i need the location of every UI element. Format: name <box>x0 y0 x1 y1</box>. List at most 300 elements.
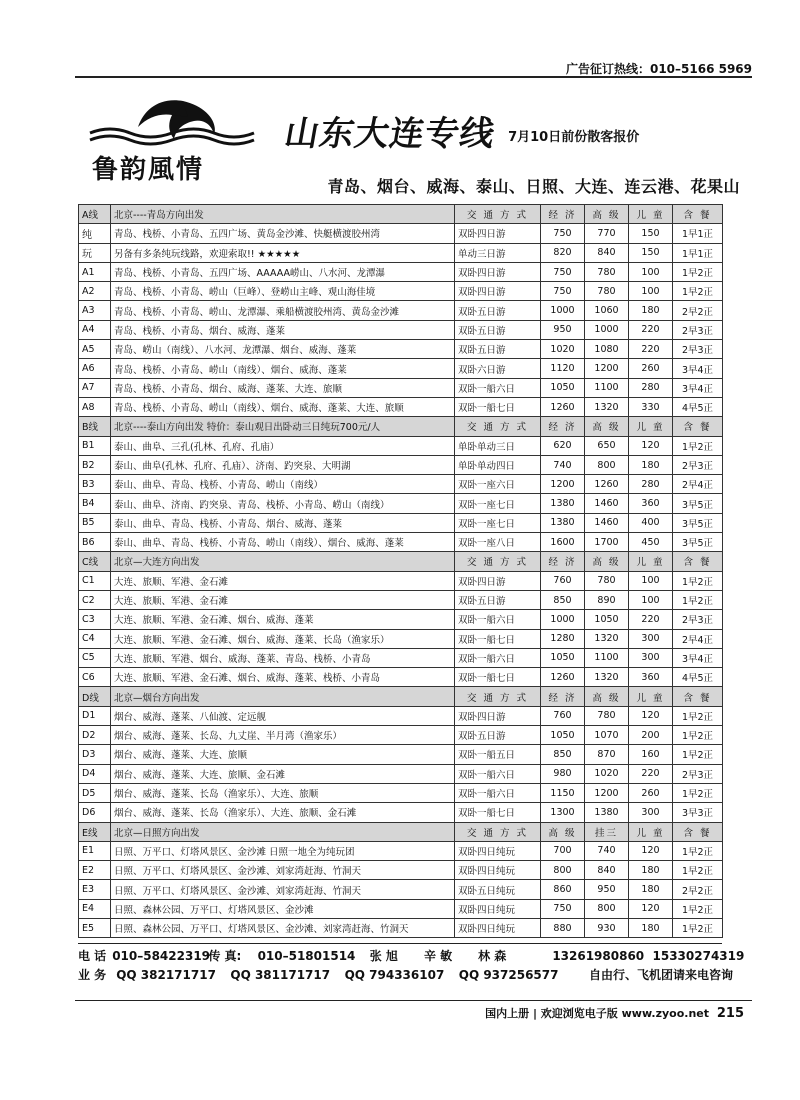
price-child: 120 <box>629 899 673 918</box>
section-header-row <box>79 205 723 224</box>
route-code: C2 <box>79 590 111 609</box>
price-economy: 800 <box>541 861 585 880</box>
route-stops: 北京—大连方向出发 <box>111 552 455 571</box>
price-child: 260 <box>629 783 673 802</box>
transport-type: 双卧一船七日 <box>455 397 541 416</box>
route-stops: 青岛、栈桥、小青岛、崂山、龙潭瀑、乘船横渡胶州湾、黄岛金沙滩 <box>111 301 455 320</box>
transport-type: 双卧五日纯玩 <box>455 880 541 899</box>
route-stops: 烟台、威海、蓬莱、长岛、九丈崖、半月湾（渔家乐） <box>111 726 455 745</box>
meals: 2早4正 <box>673 629 723 648</box>
price-child: 180 <box>629 301 673 320</box>
meals: 含 餐 <box>673 205 723 224</box>
price-child: 150 <box>629 224 673 243</box>
price-child: 120 <box>629 436 673 455</box>
price-child: 220 <box>629 320 673 339</box>
meals: 1早2正 <box>673 745 723 764</box>
route-code: A8 <box>79 397 111 416</box>
price-economy: 750 <box>541 262 585 281</box>
price-premium: 1100 <box>585 378 629 397</box>
price-child: 260 <box>629 359 673 378</box>
price-premium: 高 级 <box>585 205 629 224</box>
route-stops: 青岛、栈桥、小青岛、五四广场、AAAAA崂山、八水河、龙潭瀑 <box>111 262 455 281</box>
route-stops: 北京—日照方向出发 <box>111 822 455 841</box>
transport-type: 双卧一座七日 <box>455 494 541 513</box>
price-premium: 1050 <box>585 610 629 629</box>
table-row <box>79 648 723 667</box>
transport-type: 双卧一船六日 <box>455 783 541 802</box>
meals: 1早2正 <box>673 899 723 918</box>
phone-label: 电 话 <box>78 949 107 963</box>
meals: 1早2正 <box>673 436 723 455</box>
route-stops: 泰山、曲阜(孔林、孔府、孔庙）、济南、趵突泉、大明湖 <box>111 455 455 474</box>
transport-type: 双卧四日纯玩 <box>455 899 541 918</box>
table-row <box>79 668 723 687</box>
fax-label: 传 真: <box>208 949 242 963</box>
price-child: 220 <box>629 340 673 359</box>
transport-type: 单卧单动四日 <box>455 455 541 474</box>
table-row <box>79 764 723 783</box>
title-block <box>281 112 740 156</box>
route-stops: 北京—烟台方向出发 <box>111 687 455 706</box>
table-row <box>79 533 723 552</box>
meals: 3早3正 <box>673 803 723 822</box>
price-child: 300 <box>629 648 673 667</box>
table-row <box>79 918 723 937</box>
price-child: 儿 童 <box>629 687 673 706</box>
table-row <box>79 706 723 725</box>
contact-line-1 <box>78 947 745 964</box>
contact-person: 林 森 <box>478 949 507 963</box>
price-premium: 870 <box>585 745 629 764</box>
phone-number: 010–58422319 <box>112 949 211 963</box>
mobile-number: 13261980860 <box>552 949 645 963</box>
transport-type: 双卧一座八日 <box>455 533 541 552</box>
qq-number: QQ 937256577 <box>458 968 559 982</box>
price-premium: 840 <box>585 243 629 262</box>
route-stops: 青岛、栈桥、小青岛、烟台、威海、蓬莱 <box>111 320 455 339</box>
transport-type: 双卧五日游 <box>455 301 541 320</box>
transport-type: 双卧一船六日 <box>455 610 541 629</box>
price-child: 180 <box>629 455 673 474</box>
price-economy: 1260 <box>541 397 585 416</box>
meals: 1早2正 <box>673 841 723 860</box>
route-stops: 大连、旅顺、军港、金石滩、烟台、威海、蓬莱、栈桥、小青岛 <box>111 668 455 687</box>
price-economy: 经 济 <box>541 205 585 224</box>
top-rule <box>75 76 752 78</box>
meals: 1早2正 <box>673 262 723 281</box>
route-code: B3 <box>79 475 111 494</box>
price-premium: 高 级 <box>585 687 629 706</box>
table-row <box>79 629 723 648</box>
route-code: A4 <box>79 320 111 339</box>
table-row <box>79 841 723 860</box>
route-code: A6 <box>79 359 111 378</box>
route-stops: 青岛、崂山（南线）、八水河、龙潭瀑、烟台、威海、蓬莱 <box>111 340 455 359</box>
price-premium: 1260 <box>585 475 629 494</box>
transport-type: 交 通 方 式 <box>455 822 541 841</box>
meals: 1早2正 <box>673 706 723 725</box>
transport-type: 双卧四日纯玩 <box>455 861 541 880</box>
price-premium: 930 <box>585 918 629 937</box>
transport-type: 交 通 方 式 <box>455 552 541 571</box>
price-child: 120 <box>629 841 673 860</box>
transport-type: 双卧一船六日 <box>455 648 541 667</box>
price-child: 100 <box>629 590 673 609</box>
price-premium: 840 <box>585 861 629 880</box>
price-premium: 780 <box>585 282 629 301</box>
price-premium: 770 <box>585 224 629 243</box>
price-premium: 650 <box>585 436 629 455</box>
route-code: A5 <box>79 340 111 359</box>
meals: 1早2正 <box>673 726 723 745</box>
transport-type: 双卧四日游 <box>455 706 541 725</box>
route-code: B1 <box>79 436 111 455</box>
footer <box>485 1005 744 1021</box>
bottom-rule <box>78 943 722 944</box>
route-code: D4 <box>79 764 111 783</box>
route-stops: 大连、旅顺、军港、金石滩 <box>111 590 455 609</box>
route-stops: 大连、旅顺、军港、金石滩、烟台、威海、蓬莱 <box>111 610 455 629</box>
contact-person: 辛 敏 <box>423 949 453 963</box>
price-premium: 1320 <box>585 629 629 648</box>
route-stops: 另备有多条纯玩线路，欢迎索取!! ★★★★★ <box>111 243 455 262</box>
price-premium: 1000 <box>585 320 629 339</box>
price-premium: 740 <box>585 841 629 860</box>
transport-type: 双卧五日游 <box>455 340 541 359</box>
route-stops: 烟台、威海、蓬莱、长岛（渔家乐）、大连、旅顺 <box>111 783 455 802</box>
route-stops: 泰山、曲阜、青岛、栈桥、小青岛、烟台、威海、蓬莱 <box>111 513 455 532</box>
qq-label: 业 务 <box>78 968 107 982</box>
price-economy: 850 <box>541 590 585 609</box>
meals: 2早3正 <box>673 340 723 359</box>
logo <box>88 95 256 187</box>
price-economy: 1050 <box>541 726 585 745</box>
table-row <box>79 282 723 301</box>
table-row <box>79 436 723 455</box>
price-child: 儿 童 <box>629 552 673 571</box>
price-premium: 1320 <box>585 397 629 416</box>
price-economy: 1600 <box>541 533 585 552</box>
price-premium: 890 <box>585 590 629 609</box>
price-premium: 挂三 <box>585 822 629 841</box>
meals: 1早1正 <box>673 243 723 262</box>
price-child: 儿 童 <box>629 205 673 224</box>
price-economy: 760 <box>541 706 585 725</box>
table-row <box>79 340 723 359</box>
price-economy: 高 级 <box>541 822 585 841</box>
ad-hotline: 广告征订热线：010–5166 5969 <box>565 62 752 76</box>
meals: 1早1正 <box>673 224 723 243</box>
transport-type: 交 通 方 式 <box>455 417 541 436</box>
price-economy: 1050 <box>541 378 585 397</box>
price-economy: 1000 <box>541 610 585 629</box>
meals: 1早2正 <box>673 571 723 590</box>
transport-type: 双卧四日游 <box>455 224 541 243</box>
route-code: C4 <box>79 629 111 648</box>
route-stops: 日照、万平口、灯塔风景区、金沙滩 日照一地全为纯玩团 <box>111 841 455 860</box>
meals: 3早4正 <box>673 648 723 667</box>
price-premium: 1080 <box>585 340 629 359</box>
contact-line-2 <box>78 966 738 983</box>
route-code: D3 <box>79 745 111 764</box>
transport-type: 双卧一船五日 <box>455 745 541 764</box>
route-stops: 大连、旅顺、军港、金石滩、烟台、威海、蓬莱、长岛（渔家乐） <box>111 629 455 648</box>
price-premium: 高 级 <box>585 417 629 436</box>
price-child: 360 <box>629 668 673 687</box>
price-premium: 1460 <box>585 513 629 532</box>
price-economy: 1380 <box>541 494 585 513</box>
table-row <box>79 475 723 494</box>
transport-type: 双卧五日游 <box>455 726 541 745</box>
route-code: C6 <box>79 668 111 687</box>
meals: 2早2正 <box>673 301 723 320</box>
price-economy: 1000 <box>541 301 585 320</box>
price-economy: 850 <box>541 745 585 764</box>
table-row <box>79 224 723 243</box>
price-economy: 1380 <box>541 513 585 532</box>
routes-table <box>78 204 723 938</box>
route-stops: 泰山、曲阜、三孔(孔林、孔府、孔庙） <box>111 436 455 455</box>
table-row <box>79 320 723 339</box>
transport-type: 双卧一船六日 <box>455 764 541 783</box>
meals: 2早4正 <box>673 475 723 494</box>
transport-type: 双卧六日游 <box>455 359 541 378</box>
route-stops: 泰山、曲阜、青岛、栈桥、小青岛、崂山（南线）、烟台、威海、蓬莱 <box>111 533 455 552</box>
table-row <box>79 861 723 880</box>
meals: 3早5正 <box>673 513 723 532</box>
price-economy: 1300 <box>541 803 585 822</box>
meals: 3早4正 <box>673 359 723 378</box>
contact-person: 张 旭 <box>369 949 398 963</box>
price-child: 儿 童 <box>629 417 673 436</box>
section-header-row <box>79 417 723 436</box>
route-code: E5 <box>79 918 111 937</box>
price-economy: 880 <box>541 918 585 937</box>
price-economy: 750 <box>541 899 585 918</box>
route-code: E线 <box>79 822 111 841</box>
table-row <box>79 899 723 918</box>
price-economy: 1200 <box>541 475 585 494</box>
price-economy: 经 济 <box>541 687 585 706</box>
page-title: 山东大连专线 <box>281 114 499 154</box>
route-code: C1 <box>79 571 111 590</box>
meals: 含 餐 <box>673 417 723 436</box>
price-child: 400 <box>629 513 673 532</box>
meals: 含 餐 <box>673 687 723 706</box>
footer-text: 国内上册 | 欢迎浏览电子版 www.zyoo.net <box>485 1007 710 1020</box>
route-code: A线 <box>79 205 111 224</box>
price-economy: 1280 <box>541 629 585 648</box>
price-child: 280 <box>629 378 673 397</box>
price-premium: 800 <box>585 899 629 918</box>
page-number: 215 <box>716 1006 744 1021</box>
price-economy: 1050 <box>541 648 585 667</box>
route-code: B2 <box>79 455 111 474</box>
route-code: 玩 <box>79 243 111 262</box>
price-premium: 1070 <box>585 726 629 745</box>
route-code: A3 <box>79 301 111 320</box>
table-row <box>79 513 723 532</box>
table-row <box>79 301 723 320</box>
price-economy: 1020 <box>541 340 585 359</box>
transport-type: 双卧一船六日 <box>455 378 541 397</box>
meals: 3早5正 <box>673 533 723 552</box>
price-economy: 950 <box>541 320 585 339</box>
price-premium: 1460 <box>585 494 629 513</box>
transport-type: 交 通 方 式 <box>455 205 541 224</box>
meals: 1早2正 <box>673 918 723 937</box>
route-stops: 泰山、曲阜、济南、趵突泉、青岛、栈桥、小青岛、崂山（南线） <box>111 494 455 513</box>
qq-number: QQ 794336107 <box>344 968 445 982</box>
route-stops: 日照、森林公园、万平口、灯塔风景区、金沙滩 <box>111 899 455 918</box>
price-child: 180 <box>629 861 673 880</box>
price-economy: 700 <box>541 841 585 860</box>
route-code: D线 <box>79 687 111 706</box>
price-economy: 620 <box>541 436 585 455</box>
route-code: B5 <box>79 513 111 532</box>
fax-number: 010–51801514 <box>257 949 356 963</box>
transport-type: 交 通 方 式 <box>455 687 541 706</box>
route-stops: 日照、万平口、灯塔风景区、金沙滩、刘家湾赶海、竹洞天 <box>111 861 455 880</box>
price-child: 360 <box>629 494 673 513</box>
price-child: 300 <box>629 803 673 822</box>
qq-number: QQ 382171717 <box>116 968 216 982</box>
route-code: A1 <box>79 262 111 281</box>
route-stops: 烟台、威海、蓬莱、大连、旅顺 <box>111 745 455 764</box>
section-header-row <box>79 687 723 706</box>
price-child: 220 <box>629 610 673 629</box>
meals: 含 餐 <box>673 822 723 841</box>
route-code: D6 <box>79 803 111 822</box>
destinations: 青岛、烟台、威海、泰山、日照、大连、连云港、花果山 <box>327 177 740 196</box>
price-premium: 1700 <box>585 533 629 552</box>
transport-type: 单动三日游 <box>455 243 541 262</box>
route-code: B6 <box>79 533 111 552</box>
price-premium: 1380 <box>585 803 629 822</box>
route-code: C3 <box>79 610 111 629</box>
route-stops: 青岛、栈桥、小青岛、五四广场、黄岛金沙滩、快艇横渡胶州湾 <box>111 224 455 243</box>
meals: 2早3正 <box>673 455 723 474</box>
meals: 3早4正 <box>673 378 723 397</box>
route-stops: 青岛、栈桥、小青岛、崂山（南线）、烟台、威海、蓬莱 <box>111 359 455 378</box>
price-premium: 1320 <box>585 668 629 687</box>
route-stops: 青岛、栈桥、小青岛、崂山（南线）、烟台、威海、蓬莱、大连、旅顺 <box>111 397 455 416</box>
price-economy: 750 <box>541 224 585 243</box>
transport-type: 双卧一座六日 <box>455 475 541 494</box>
meals: 4早5正 <box>673 397 723 416</box>
route-code: D2 <box>79 726 111 745</box>
price-premium: 780 <box>585 571 629 590</box>
mobile-number: 15330274319 <box>652 949 745 963</box>
logo-text: 鲁韵風情 <box>92 155 205 185</box>
route-code: C5 <box>79 648 111 667</box>
meals: 1早2正 <box>673 783 723 802</box>
route-stops: 烟台、威海、蓬莱、大连、旅顺、金石滩 <box>111 764 455 783</box>
price-child: 220 <box>629 764 673 783</box>
price-child: 330 <box>629 397 673 416</box>
transport-type: 双卧一座七日 <box>455 513 541 532</box>
title-date: 7月10日前份散客报价 <box>508 130 640 145</box>
route-code: 纯 <box>79 224 111 243</box>
table-row <box>79 745 723 764</box>
meals: 3早5正 <box>673 494 723 513</box>
transport-type: 双卧四日游 <box>455 262 541 281</box>
table-row <box>79 359 723 378</box>
transport-type: 双卧一船七日 <box>455 803 541 822</box>
price-child: 100 <box>629 262 673 281</box>
table-row <box>79 494 723 513</box>
price-child: 450 <box>629 533 673 552</box>
meals: 2早3正 <box>673 320 723 339</box>
transport-type: 双卧一船七日 <box>455 668 541 687</box>
transport-type: 双卧四日纯玩 <box>455 841 541 860</box>
price-premium: 1060 <box>585 301 629 320</box>
table-row <box>79 783 723 802</box>
route-stops: 北京----泰山方向出发 特价：泰山观日出卧动三日纯玩700元/人 <box>111 417 455 436</box>
transport-type: 双卧五日游 <box>455 320 541 339</box>
price-economy: 980 <box>541 764 585 783</box>
meals: 含 餐 <box>673 552 723 571</box>
price-premium: 1100 <box>585 648 629 667</box>
route-code: C线 <box>79 552 111 571</box>
section-header-row <box>79 552 723 571</box>
route-stops: 青岛、栈桥、小青岛、崂山（巨峰）、登崂山主峰、观山海佳境 <box>111 282 455 301</box>
route-stops: 日照、万平口、灯塔风景区、金沙滩、刘家湾赶海、竹洞天 <box>111 880 455 899</box>
route-stops: 泰山、曲阜、青岛、栈桥、小青岛、崂山（南线） <box>111 475 455 494</box>
route-stops: 北京----青岛方向出发 <box>111 205 455 224</box>
route-code: E2 <box>79 861 111 880</box>
price-child: 160 <box>629 745 673 764</box>
table-row <box>79 726 723 745</box>
price-economy: 760 <box>541 571 585 590</box>
meals: 2早3正 <box>673 764 723 783</box>
section-header-row <box>79 822 723 841</box>
price-economy: 1150 <box>541 783 585 802</box>
meals: 2早3正 <box>673 610 723 629</box>
transport-type: 双卧五日游 <box>455 590 541 609</box>
route-code: E3 <box>79 880 111 899</box>
route-stops: 大连、旅顺、军港、金石滩 <box>111 571 455 590</box>
meals: 2早2正 <box>673 880 723 899</box>
price-premium: 800 <box>585 455 629 474</box>
meals: 1早2正 <box>673 282 723 301</box>
table-row <box>79 397 723 416</box>
meals: 4早5正 <box>673 668 723 687</box>
route-code: A2 <box>79 282 111 301</box>
price-child: 100 <box>629 282 673 301</box>
table-row <box>79 262 723 281</box>
footer-rule <box>75 1000 752 1001</box>
table-row <box>79 571 723 590</box>
table-row <box>79 590 723 609</box>
price-premium: 780 <box>585 706 629 725</box>
contact-note: 自由行、飞机团请来电咨询 <box>588 968 733 982</box>
price-economy: 1260 <box>541 668 585 687</box>
transport-type: 双卧四日游 <box>455 282 541 301</box>
price-economy: 820 <box>541 243 585 262</box>
price-child: 150 <box>629 243 673 262</box>
price-child: 200 <box>629 726 673 745</box>
table-row <box>79 378 723 397</box>
table-row <box>79 610 723 629</box>
route-stops: 日照、森林公园、万平口、灯塔风景区、金沙滩、刘家湾赶海、竹洞天 <box>111 918 455 937</box>
route-code: D1 <box>79 706 111 725</box>
price-premium: 1020 <box>585 764 629 783</box>
qq-number: QQ 381171717 <box>230 968 331 982</box>
price-economy: 750 <box>541 282 585 301</box>
route-stops: 烟台、威海、蓬莱、长岛（渔家乐）、大连、旅顺、金石滩 <box>111 803 455 822</box>
transport-type: 双卧四日游 <box>455 571 541 590</box>
